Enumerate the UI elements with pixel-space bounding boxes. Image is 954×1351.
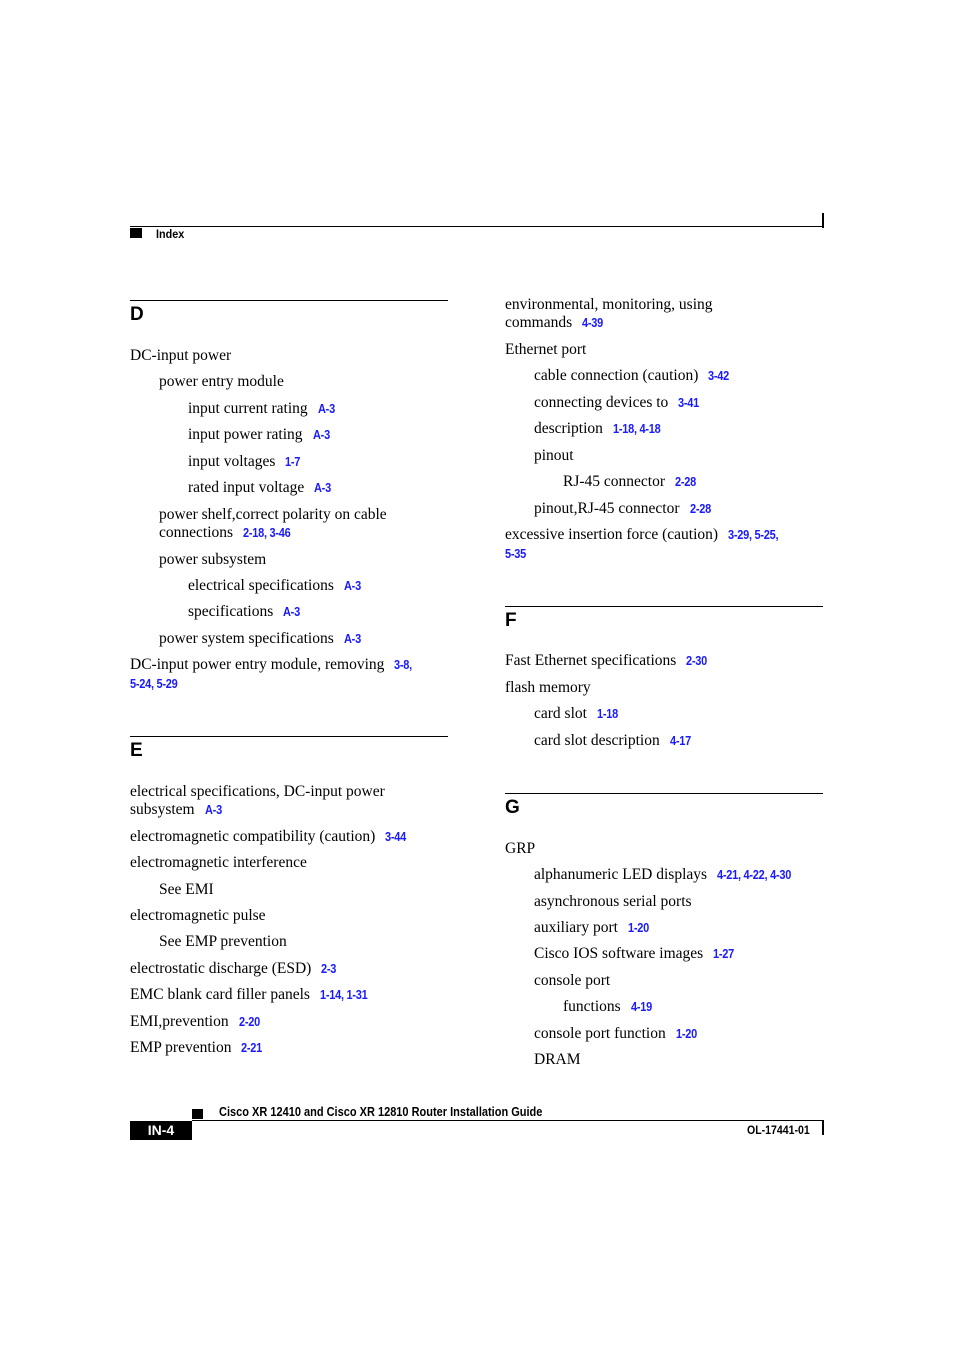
index-entry: console port: [534, 972, 611, 989]
index-entry: commands 4-39: [505, 314, 604, 331]
index-entry: Ethernet port: [505, 341, 587, 358]
index-entry: EMI,prevention 2-20: [130, 1013, 260, 1030]
index-entry: GRP: [505, 840, 536, 857]
index-letter-d: D: [130, 304, 144, 325]
page-ref-link[interactable]: 2-30: [686, 654, 708, 668]
page-ref-link[interactable]: 3-42: [708, 369, 730, 383]
page-ref-link[interactable]: 1-18, 4-18: [612, 422, 661, 436]
page-ref-link[interactable]: 2-21: [241, 1041, 263, 1055]
index-entry-continued: [130, 675, 184, 693]
footer-tick: [822, 1120, 824, 1135]
index-entry: EMC blank card filler panels 1-14, 1-31: [130, 986, 368, 1003]
page-ref-link[interactable]: 4-19: [630, 1000, 652, 1014]
page-ref-link[interactable]: 2-18, 3-46: [243, 526, 291, 540]
index-entry: power system specifications A-3: [159, 630, 361, 647]
page-ref-link[interactable]: A-3: [314, 481, 332, 495]
index-entry: DC-input power entry module, removing 3-8,: [130, 656, 413, 673]
index-entry: Fast Ethernet specifications 2-30: [505, 652, 708, 669]
index-entry: Cisco IOS software images 1-27: [534, 945, 735, 962]
letter-rule-g: [505, 793, 823, 794]
index-entry: flash memory: [505, 679, 591, 696]
index-entry: card slot description 4-17: [534, 732, 691, 749]
page-ref-link[interactable]: 1-7: [285, 455, 301, 469]
page-ref-link[interactable]: 4-17: [669, 734, 691, 748]
index-letter-g: G: [505, 797, 520, 818]
index-letter-f: F: [505, 610, 517, 631]
page-ref-link[interactable]: A-3: [312, 428, 330, 442]
index-entry: power shelf,correct polarity on cable: [159, 506, 387, 523]
index-entry: environmental, monitoring, using: [505, 296, 713, 313]
page-ref-link[interactable]: 2-28: [675, 475, 696, 489]
page-ref-link[interactable]: 2-3: [321, 962, 337, 976]
header-tick: [822, 213, 824, 228]
index-entry: DC-input power: [130, 347, 232, 364]
page-ref-link[interactable]: 3-44: [385, 830, 407, 844]
index-entry: console port function 1-20: [534, 1025, 697, 1042]
index-entry: electrical specifications, DC-input power: [130, 783, 385, 800]
document-number: OL-17441-01: [747, 1123, 810, 1137]
index-entry: power subsystem: [159, 551, 267, 568]
index-entry: electrostatic discharge (ESD) 2-3: [130, 960, 337, 977]
page-number: IN-4: [130, 1121, 192, 1140]
page-ref-link[interactable]: 2-28: [689, 502, 711, 516]
footer-book-title: Cisco XR 12410 and Cisco XR 12810 Router Installation Guide: [219, 1105, 543, 1119]
page-ref-link[interactable]: 5-35: [505, 547, 526, 561]
index-entry: description 1-18, 4-18: [534, 420, 661, 437]
letter-rule-f: [505, 606, 823, 607]
index-entry: input power rating A-3: [188, 426, 330, 443]
page-ref-link[interactable]: 2-20: [238, 1015, 260, 1029]
header-marker: [130, 228, 142, 238]
page-ref-link[interactable]: 3-8,: [394, 658, 413, 672]
index-entry: cable connection (caution) 3-42: [534, 367, 730, 384]
index-entry: alphanumeric LED displays 4-21, 4-22, 4-30: [534, 866, 792, 883]
index-entry: electromagnetic compatibility (caution) 3-44: [130, 828, 407, 845]
index-entry: asynchronous serial ports: [534, 893, 692, 910]
index-entry: DRAM: [534, 1051, 581, 1068]
page-ref-link[interactable]: 1-27: [713, 947, 735, 961]
footer-marker: [192, 1109, 203, 1119]
index-entry: electromagnetic pulse: [130, 907, 266, 924]
page-ref-link[interactable]: 1-20: [627, 921, 649, 935]
page-ref-link[interactable]: 4-21, 4-22, 4-30: [717, 868, 792, 882]
index-entry: functions 4-19: [563, 998, 652, 1015]
page-ref-link[interactable]: 5-24, 5-29: [130, 677, 178, 691]
index-entry: rated input voltage A-3: [188, 479, 332, 496]
index-entry: power entry module: [159, 373, 284, 390]
index-entry: pinout: [534, 447, 574, 464]
page-ref-link[interactable]: A-3: [204, 803, 222, 817]
page-ref-link[interactable]: A-3: [343, 632, 361, 646]
index-entry: input voltages 1-7: [188, 453, 301, 470]
page-ref-link[interactable]: 1-20: [675, 1027, 697, 1041]
index-entry: electromagnetic interference: [130, 854, 307, 871]
page-ref-link[interactable]: 4-39: [582, 316, 604, 330]
index-entry: card slot 1-18: [534, 705, 618, 722]
index-entry: See EMI: [159, 881, 214, 898]
page-ref-link[interactable]: A-3: [343, 579, 361, 593]
index-entry: input current rating A-3: [188, 400, 335, 417]
index-entry: auxiliary port 1-20: [534, 919, 649, 936]
index-entry: See EMP prevention: [159, 933, 287, 950]
index-entry: EMP prevention 2-21: [130, 1039, 263, 1056]
index-entry-continued: [505, 545, 529, 563]
header-rule: [130, 226, 823, 227]
index-entry: connections 2-18, 3-46: [159, 524, 291, 541]
page-ref-link[interactable]: 1-14, 1-31: [319, 988, 368, 1002]
page-ref-link[interactable]: 3-41: [678, 396, 700, 410]
index-letter-e: E: [130, 740, 143, 761]
letter-rule-e: [130, 736, 448, 737]
page-ref-link[interactable]: A-3: [283, 605, 301, 619]
index-entry: connecting devices to 3-41: [534, 394, 700, 411]
index-entry: excessive insertion force (caution) 3-29, 5-25,: [505, 526, 779, 543]
page-ref-link[interactable]: 1-18: [596, 707, 618, 721]
footer-rule: [192, 1120, 823, 1121]
index-entry: pinout,RJ-45 connector 2-28: [534, 500, 711, 517]
index-entry: specifications A-3: [188, 603, 301, 620]
header-section-label: Index: [156, 227, 185, 241]
page-ref-link[interactable]: A-3: [317, 402, 335, 416]
index-entry: electrical specifications A-3: [188, 577, 361, 594]
index-entry: subsystem A-3: [130, 801, 222, 818]
page-ref-link[interactable]: 3-29, 5-25,: [728, 528, 779, 542]
index-entry: RJ-45 connector 2-28: [563, 473, 696, 490]
letter-rule-d: [130, 300, 448, 301]
